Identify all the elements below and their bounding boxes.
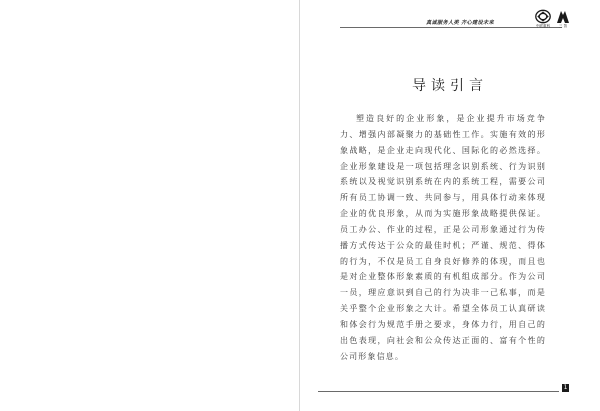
brand-logo xyxy=(556,9,570,29)
body-paragraph: 塑造良好的企业形象，是企业提升市场竞争力、增强内部凝聚力的基础性工作。实施有效的形象战略，是企业走向现代化、国际化的必然选择。企业形象建设是一项包括理念识别系统、行为识别系统以及视觉识别系统在内的系统工程，需要公司所有员工协调一致、共同参与，用具体行动来体现企业的优良形象，从而为实施形象战略提供保证。员工办公、作业的过程，正是公司形象通过行为传播方式传达于公众的最佳时机；严谨、规范、得体的行为，不仅是员工自身良好修养的体现，而且也是对企业整体形象素质的有机组成部分。作为公司一员，理应意识到自己的行为决非一己私事，而是关乎整个企业形象之大计。希望全体员工认真研读和体会行为规范手册之要求，身体力行，用自己的出色表现，向社会和公众传达正面的、富有个性的公司形象信息。 xyxy=(340,114,546,361)
company-logo-text: 中联重科 xyxy=(535,24,551,28)
page-title: 导读引言 xyxy=(412,78,488,94)
header-rule xyxy=(340,27,562,28)
company-logo xyxy=(534,9,552,29)
brand-logo-icon xyxy=(556,9,570,24)
page-number: 1 xyxy=(563,384,568,391)
brand-logo-text: 三 智 xyxy=(558,24,568,28)
footer-rule xyxy=(318,391,559,392)
right-page xyxy=(300,0,600,411)
header-slogan: 真诚服务人类 齐心建设未来 xyxy=(426,20,494,26)
company-logo-icon xyxy=(534,9,552,24)
